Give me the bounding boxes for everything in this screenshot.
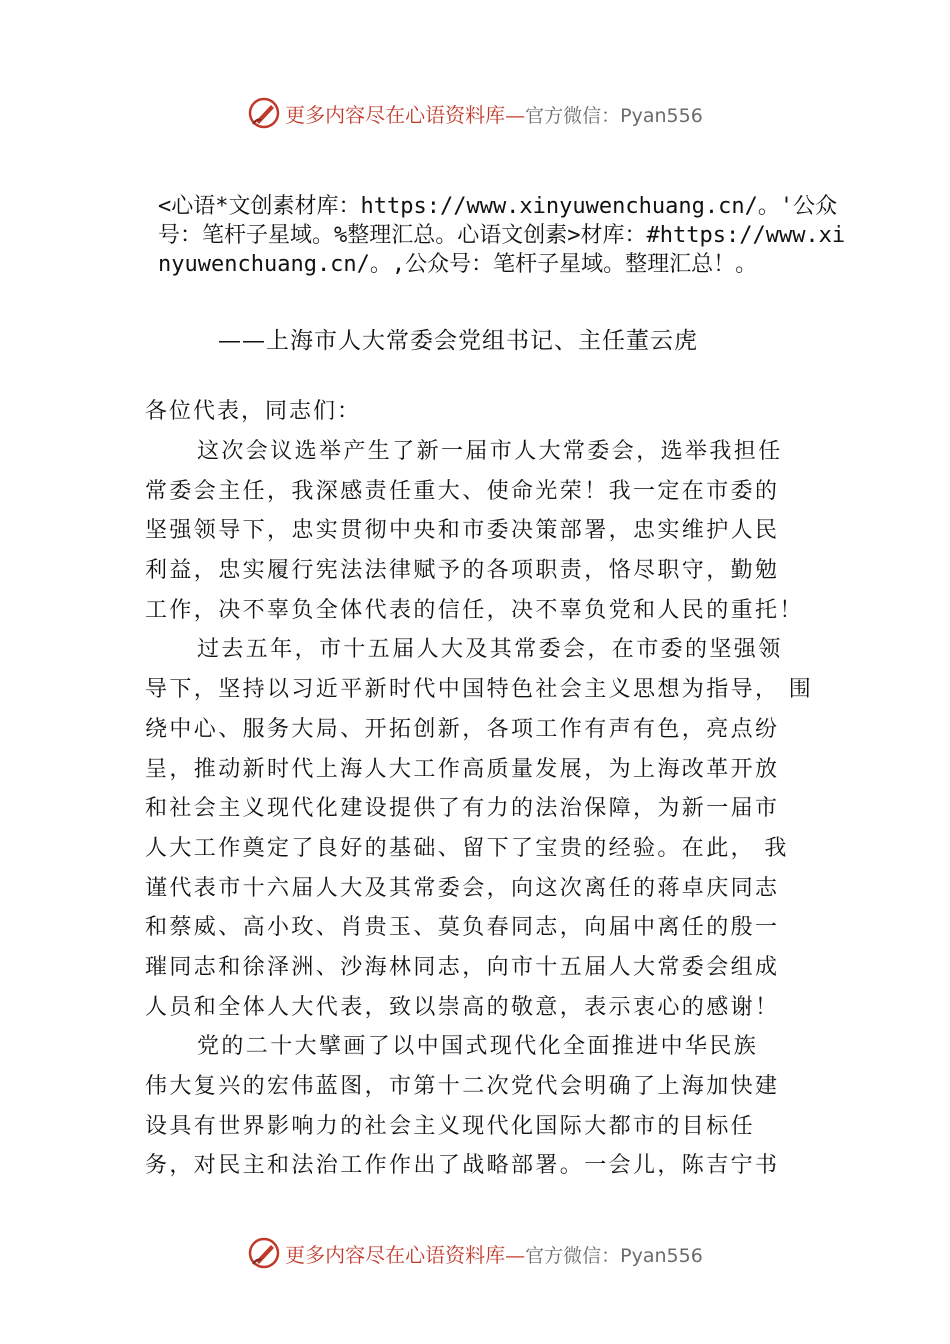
- body-line: 谨代表市十六届人大及其常委会，向这次离任的蒋卓庆同志: [145, 875, 780, 901]
- body-line: 务，对民主和法治工作作出了战略部署。一会儿，陈吉宁书: [145, 1153, 780, 1179]
- header-site-name: 更多内容尽在心语资料库: [285, 102, 506, 127]
- body-line: 党的二十大擘画了以中国式现代化全面推进中华民族: [197, 1034, 759, 1060]
- body-line: 工作，决不辜负全体代表的信任，决不辜负党和人民的重托！: [145, 597, 804, 623]
- body-line: 人员和全体人大代表，致以崇高的敬意，表示衷心的感谢！: [145, 994, 780, 1020]
- body-line: 这次会议选举产生了新一届市人大常委会，选举我担任: [197, 439, 783, 464]
- body-line: 设具有世界影响力的社会主义现代化国际大都市的目标任: [145, 1113, 756, 1139]
- body-line: 伟大复兴的宏伟蓝图，市第十二次党代会明确了上海加快建: [145, 1074, 780, 1099]
- body-line: 和蔡威、高小玫、肖贵玉、莫负春同志，向届中离任的殷一: [145, 915, 780, 941]
- header-dash: —: [505, 102, 526, 127]
- footer-banner-text: [285, 1239, 703, 1268]
- source-note: <心语*文创素材库：https://www.xinyuwenchuang.cn/。'公众号：笔杆子星域。%整理汇总。心语文创素>材库：#https://www.xinyuwenchuang.cn/。,公众号：笔杆子星域。整理汇总！。: [158, 194, 846, 277]
- header-banner-text: [285, 99, 703, 128]
- body-line: 绕中心、服务大局、开拓创新，各项工作有声有色，亮点纷: [145, 716, 780, 742]
- body-line: 常委会主任，我深感责任重大、使命光荣！我一定在市委的: [145, 478, 780, 504]
- body-line: 过去五年，市十五届人大及其常委会，在市委的坚强领: [197, 637, 783, 663]
- pen-logo-icon: [247, 96, 281, 130]
- speech-byline: ——上海市人大常委会党组书记、主任董云虎: [218, 328, 698, 354]
- body-line: 呈，推动新时代上海人大工作高质量发展，为上海改革开放: [145, 756, 780, 782]
- footer-banner: [0, 1233, 950, 1273]
- pen-logo-icon: [247, 1236, 281, 1270]
- footer-dash: —: [505, 1242, 526, 1267]
- header-wechat: 官方微信：Pyan556: [525, 104, 703, 127]
- salutation: 各位代表，同志们：: [145, 399, 362, 424]
- body-line: 坚强领导下，忠实贯彻中央和市委决策部署，忠实维护人民: [145, 518, 780, 544]
- footer-site-name: 更多内容尽在心语资料库: [285, 1242, 506, 1267]
- footer-wechat: 官方微信：Pyan556: [525, 1244, 703, 1267]
- body-line: 和社会主义现代化建设提供了有力的法治保障，为新一届市: [145, 796, 780, 822]
- body-line: 利益，忠实履行宪法法律赋予的各项职责，恪尽职守，勤勉: [145, 558, 780, 584]
- body-line: 人大工作奠定了良好的基础、留下了宝贵的经验。在此， 我: [145, 835, 789, 861]
- header-banner: [0, 93, 950, 133]
- body-line: 导下，坚持以习近平新时代中国特色社会主义思想为指导， 围: [145, 677, 814, 703]
- speech-body: [145, 432, 825, 1186]
- body-line: 璀同志和徐泽洲、沙海林同志，向市十五届人大常委会组成: [145, 954, 780, 980]
